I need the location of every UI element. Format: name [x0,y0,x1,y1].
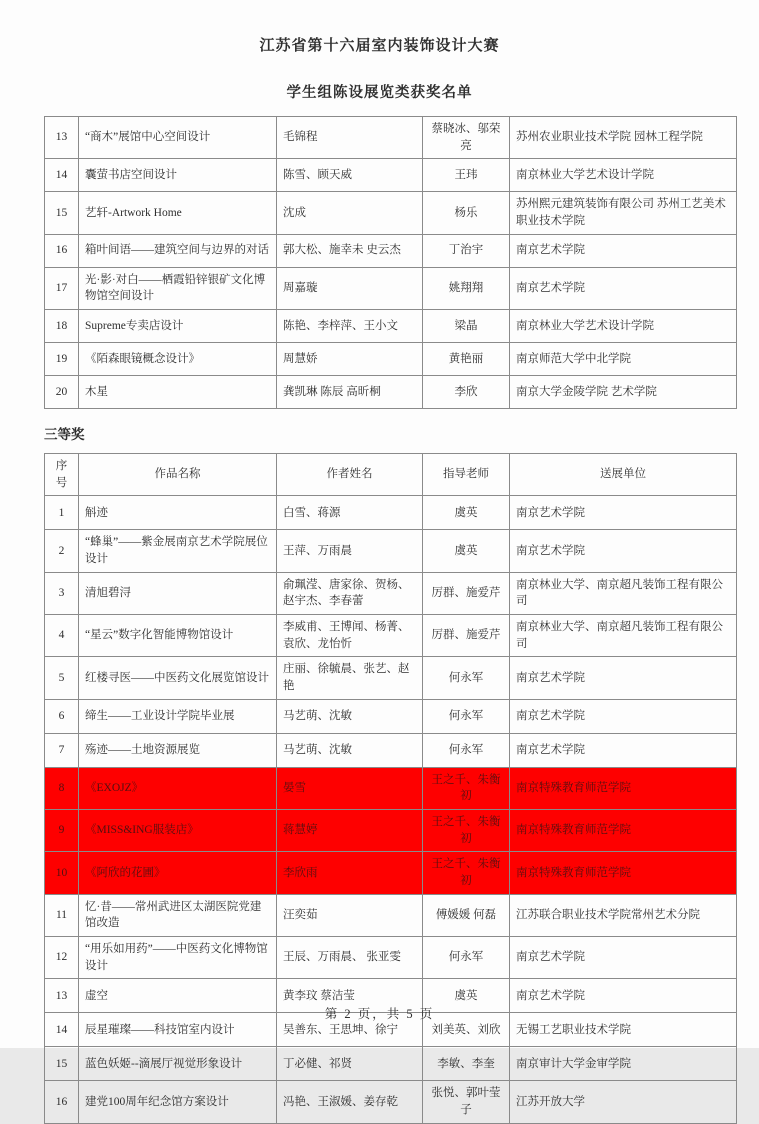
cell-unit: 南京艺术学院 [510,530,737,572]
column-header-authors: 作者姓名 [277,454,423,496]
cell-number: 13 [45,979,79,1013]
table-header-row [45,454,737,496]
cell-work-name: 清旭碧浔 [79,572,277,614]
cell-work-name: 囊萤书店空间设计 [79,159,277,192]
cell-authors: 王辰、万雨晨、 张亚雯 [277,937,423,979]
cell-instructor: 虞英 [423,530,510,572]
cell-work-name: 箱叶间语——建筑空间与边界的对话 [79,234,277,267]
cell-instructor: 厉群、施爱芹 [423,572,510,614]
third-prize-table [44,453,737,1124]
cell-authors: 白雪、蒋源 [277,496,423,530]
table-row [45,310,737,343]
cell-unit: 南京林业大学艺术设计学院 [510,159,737,192]
cell-number: 15 [45,1047,79,1081]
cell-authors: 陈雪、顾天威 [277,159,423,192]
cell-unit: 无锡工艺职业技术学院 [510,1013,737,1047]
page-footer: 第 2 页，共 5 页 [324,1007,435,1021]
cell-unit: 南京艺术学院 [510,733,737,767]
cell-instructor: 何永军 [423,657,510,699]
cell-instructor: 虞英 [423,496,510,530]
table-row [45,234,737,267]
cell-authors: 周嘉璇 [277,267,423,309]
cell-number: 19 [45,343,79,376]
table-row [45,767,737,809]
cell-number: 4 [45,615,79,657]
cell-work-name: 《陌森眼镜概念设计》 [79,343,277,376]
cell-work-name: 木星 [79,376,277,409]
cell-number: 5 [45,657,79,699]
cell-instructor: 虞英 [423,979,510,1013]
cell-instructor: 蔡晓冰、邬荣亮 [423,117,510,159]
cell-number: 14 [45,1013,79,1047]
cell-unit: 南京艺术学院 [510,657,737,699]
cell-number: 7 [45,733,79,767]
cell-unit: 江苏联合职业技术学院常州艺术分院 [510,894,737,936]
cell-authors: 李欣雨 [277,852,423,894]
cell-work-name: 《EXOJZ》 [79,767,277,809]
cell-number: 10 [45,852,79,894]
table-row [45,267,737,309]
cell-unit: 江苏开放大学 [510,1081,737,1123]
cell-unit: 南京特殊教育师范学院 [510,852,737,894]
column-header-no: 序号 [45,454,79,496]
cell-unit: 南京审计大学金审学院 [510,1047,737,1081]
cell-authors: 沈成 [277,192,423,234]
cell-number: 6 [45,699,79,733]
cell-work-name: 辰星璀璨——科技馆室内设计 [79,1013,277,1047]
cell-authors: 庄丽、徐毓晨、张艺、赵艳 [277,657,423,699]
cell-number: 15 [45,192,79,234]
cell-work-name: “星云”数字化智能博物馆设计 [79,615,277,657]
table-row [45,376,737,409]
cell-instructor: 何永军 [423,699,510,733]
column-header-work: 作品名称 [79,454,277,496]
cell-work-name: 《MISS&ING服装店》 [79,810,277,852]
cell-authors: 陈艳、李梓萍、王小文 [277,310,423,343]
cell-unit: 南京艺术学院 [510,937,737,979]
cell-unit: 南京师范大学中北学院 [510,343,737,376]
cell-instructor: 杨乐 [423,192,510,234]
cell-work-name: 忆·昔——常州武进区太湖医院党建馆改造 [79,894,277,936]
table-row [45,699,737,733]
cell-number: 11 [45,894,79,936]
column-header-instructor: 指导老师 [423,454,510,496]
cell-authors: 马艺萌、沈敏 [277,699,423,733]
cell-unit: 南京艺术学院 [510,699,737,733]
cell-number: 2 [45,530,79,572]
cell-instructor: 何永军 [423,733,510,767]
cell-unit: 南京特殊教育师范学院 [510,767,737,809]
cell-authors: 丁必健、祁贤 [277,1047,423,1081]
cell-number: 14 [45,159,79,192]
table-row [45,496,737,530]
table-row [45,852,737,894]
cell-instructor: 黄艳丽 [423,343,510,376]
table-row [45,343,737,376]
table-row [45,937,737,979]
cell-authors: 李威甫、王博闻、杨菁、袁欣、龙怡忻 [277,615,423,657]
cell-work-name: “用乐如用药”——中医药文化博物馆设计 [79,937,277,979]
cell-authors: 晏雪 [277,767,423,809]
cell-instructor: 王之千、朱衡初 [423,852,510,894]
cell-work-name: 光·影·对白——栖霞铅锌银矿文化博物馆空间设计 [79,267,277,309]
cell-number: 18 [45,310,79,343]
cell-work-name: 艺轩-Artwork Home [79,192,277,234]
cell-work-name: Supreme专卖店设计 [79,310,277,343]
cell-instructor: 丁治宇 [423,234,510,267]
cell-number: 12 [45,937,79,979]
table-row [45,810,737,852]
cell-authors: 汪奕茹 [277,894,423,936]
cell-instructor: 张悦、郭叶莹子 [423,1081,510,1123]
cell-instructor: 刘美英、刘欣 [423,1013,510,1047]
cell-number: 13 [45,117,79,159]
cell-authors: 龚凯琳 陈辰 高昕桐 [277,376,423,409]
cell-instructor: 李敏、李奎 [423,1047,510,1081]
cell-work-name: “商木”展馆中心空间设计 [79,117,277,159]
table-row [45,530,737,572]
cell-instructor: 厉群、施爱芹 [423,615,510,657]
cell-unit: 苏州熙元建筑装饰有限公司 苏州工艺美术职业技术学院 [510,192,737,234]
cell-instructor: 王之千、朱衡初 [423,767,510,809]
cell-authors: 毛锦程 [277,117,423,159]
cell-authors: 黄李玟 蔡洁莹 [277,979,423,1013]
cell-unit: 南京艺术学院 [510,496,737,530]
cell-unit: 南京林业大学、南京超凡装饰工程有限公司 [510,572,737,614]
cell-number: 16 [45,1081,79,1123]
cell-work-name: “蜂巢”——紫金展南京艺术学院展位设计 [79,530,277,572]
cell-authors: 周慧娇 [277,343,423,376]
cell-unit: 南京林业大学艺术设计学院 [510,310,737,343]
page-title: 江苏省第十六届室内装饰设计大赛 [259,38,500,54]
cell-number: 17 [45,267,79,309]
table-row [45,159,737,192]
table-row [45,615,737,657]
table-row [45,894,737,936]
cell-instructor: 姚翔翔 [423,267,510,309]
cell-work-name: 红楼寻医——中医药文化展览馆设计 [79,657,277,699]
cell-work-name: 蓝色妖姬--滴展厅视觉形象设计 [79,1047,277,1081]
cell-number: 9 [45,810,79,852]
cell-number: 1 [45,496,79,530]
cell-work-name: 殇迹——土地资源展览 [79,733,277,767]
award-table-continued [44,116,737,409]
cell-unit: 南京艺术学院 [510,234,737,267]
cell-instructor: 王之千、朱衡初 [423,810,510,852]
cell-instructor: 王玮 [423,159,510,192]
cell-unit: 苏州农业职业技术学院 园林工程学院 [510,117,737,159]
table-row [45,192,737,234]
cell-work-name: 虚空 [79,979,277,1013]
table-row [45,1047,737,1081]
cell-number: 16 [45,234,79,267]
column-header-unit: 送展单位 [510,454,737,496]
cell-instructor: 梁晶 [423,310,510,343]
cell-unit: 南京艺术学院 [510,979,737,1013]
cell-authors: 冯艳、王淑媛、姜存乾 [277,1081,423,1123]
cell-authors: 蒋慧婷 [277,810,423,852]
cell-unit: 南京林业大学、南京超凡装饰工程有限公司 [510,615,737,657]
cell-authors: 吴善东、王思坤、徐宁 [277,1013,423,1047]
cell-work-name: 建党100周年纪念馆方案设计 [79,1081,277,1123]
table-row [45,733,737,767]
cell-authors: 郭大松、施幸未 史云杰 [277,234,423,267]
table-row [45,657,737,699]
cell-number: 8 [45,767,79,809]
table-row [45,117,737,159]
cell-instructor: 何永军 [423,937,510,979]
section-heading-third-prize: 三等奖 [44,427,85,443]
cell-authors: 马艺萌、沈敏 [277,733,423,767]
cell-number: 20 [45,376,79,409]
cell-number: 3 [45,572,79,614]
cell-work-name: 斛迹 [79,496,277,530]
cell-authors: 王萍、万雨晨 [277,530,423,572]
page-subtitle: 学生组陈设展览类获奖名单 [286,85,473,101]
cell-instructor: 李欣 [423,376,510,409]
table-row [45,1081,737,1123]
table-row [45,572,737,614]
cell-unit: 南京特殊教育师范学院 [510,810,737,852]
cell-authors: 俞珮滢、唐家徐、贺杨、赵宇杰、李春蕾 [277,572,423,614]
cell-instructor: 傅媛媛 何磊 [423,894,510,936]
cell-unit: 南京艺术学院 [510,267,737,309]
cell-work-name: 缔生——工业设计学院毕业展 [79,699,277,733]
cell-unit: 南京大学金陵学院 艺术学院 [510,376,737,409]
cell-work-name: 《阿欣的花圃》 [79,852,277,894]
